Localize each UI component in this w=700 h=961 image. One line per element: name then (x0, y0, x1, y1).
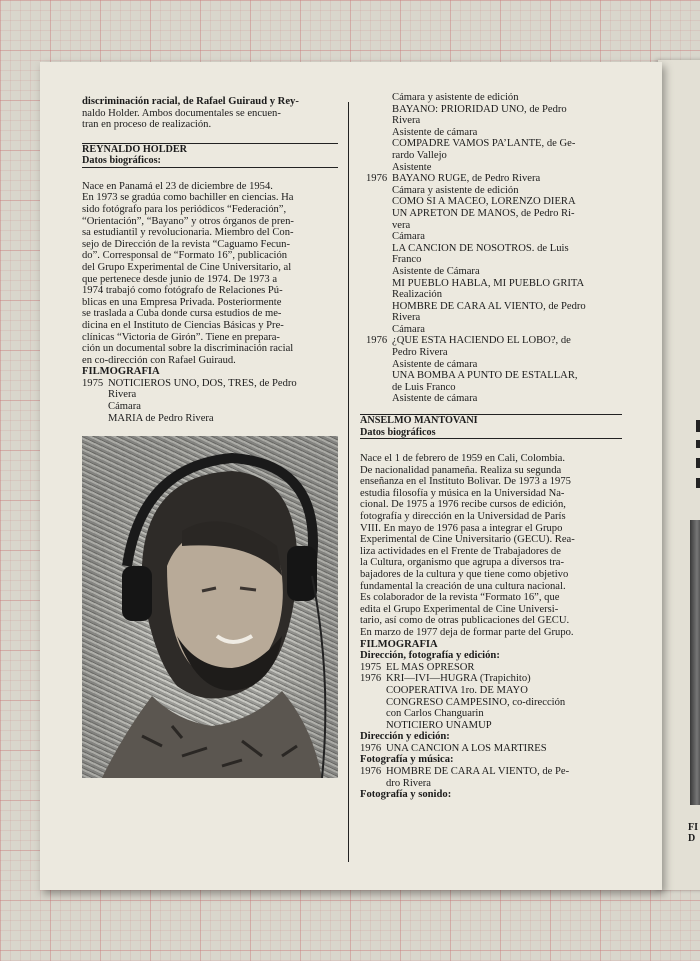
film-title: NOTICIEROS UNO, DOS, TRES, de Pedro (108, 377, 297, 389)
film-title: vera (392, 219, 411, 231)
film-year (366, 127, 392, 139)
text-line: fotografía y dirección en la Universidad de París (360, 511, 566, 522)
film-entry (360, 254, 622, 266)
text-line: Nace en Panamá el 23 de diciembre de 1954. (82, 180, 273, 192)
film-title: BAYANO: PRIORIDAD UNO, de Pedro (392, 103, 567, 115)
film-year (366, 359, 392, 371)
film-entry (360, 138, 622, 150)
film-entry (360, 208, 622, 220)
text-line: naldo Holder. Ambos documentales se encuen- (82, 107, 281, 119)
film-year: 1975 (82, 377, 104, 389)
text-line: se traslada a Cuba donde cursa estudios de me- (82, 308, 282, 320)
film-title: Cámara y asistente de edición (392, 92, 519, 103)
film-entry (360, 685, 622, 697)
film-entry (360, 162, 622, 174)
film-title: Franco (392, 254, 422, 266)
column-divider (348, 102, 349, 862)
film-entry (360, 127, 622, 139)
text-line: cional. De 1975 a 1976 recibe cursos de edición, (360, 499, 566, 511)
film-entry (360, 324, 622, 336)
film-year (360, 697, 386, 709)
film-title: Cámara (392, 323, 425, 335)
left-column (82, 96, 338, 778)
film-year (366, 208, 392, 220)
biography-paragraph (360, 453, 622, 639)
text-line: enseñanza en el Instituto Bolivar. De 1973 a 1975 (360, 476, 571, 488)
person-name: ANSELMO MANTOVANI (360, 415, 478, 427)
film-year (366, 92, 392, 104)
film-title: dro Rivera (386, 777, 432, 789)
film-title: MARIA de Pedro Rivera (108, 412, 214, 424)
film-entry (360, 92, 622, 104)
text-line: bajadores de la cultura y que tiene como objetivo (360, 568, 569, 580)
text-fragment (696, 478, 700, 488)
text-line: la Cultura, organismo que agrupa a diversos tra- (360, 557, 564, 569)
text-line: fundamental la creación de una cultura nacional. (360, 580, 566, 592)
film-entry (360, 720, 622, 732)
film-year (366, 289, 392, 301)
film-year (366, 347, 392, 359)
text-line: liza actividades en el Frente de Trabajadores de (360, 545, 561, 557)
film-year (366, 393, 392, 405)
film-year (366, 324, 392, 336)
film-title: BAYANO RUGE, de Pedro Rivera (392, 173, 541, 185)
film-title: Asistente (392, 161, 432, 173)
text-fragment (696, 458, 700, 468)
film-title: Rivera (108, 389, 137, 401)
film-year: 1976 (366, 173, 388, 185)
film-title: COMPADRE VAMOS PA’LANTE, de Ge- (392, 138, 576, 150)
film-title: LA CANCION DE NOSOTROS. de Luis (392, 242, 569, 254)
film-year (366, 150, 392, 162)
film-year (366, 138, 392, 150)
film-title: UNA BOMBA A PUNTO DE ESTALLAR, (392, 370, 578, 382)
text-line: VIII. En mayo de 1976 pasa a integrar el Grupo (360, 522, 563, 534)
filmography-heading: FILMOGRAFIA (360, 638, 438, 650)
film-year (366, 185, 392, 197)
film-year (366, 382, 392, 394)
text-line: tario, así como de otras publicaciones del GECU. (360, 615, 570, 627)
film-title: KRI—IVI—HUGRA (Trapichito) (386, 673, 531, 685)
film-entry (360, 278, 622, 290)
film-title: NOTICIERO UNAMUP (386, 719, 492, 731)
text-line: sido fotógrafo para los periódicos “Federación”, (82, 203, 287, 215)
portrait-photo (82, 436, 338, 778)
text-line: del Grupo Experimental de Cine Universitario, al (82, 261, 292, 273)
document-page (40, 62, 662, 890)
film-title: Rivera (392, 115, 421, 127)
section-subhead: Datos biográficos (360, 426, 436, 438)
film-entry (82, 378, 338, 390)
filmography-heading: FILMOGRAFIA (82, 366, 160, 378)
film-title: Asistente de cámara (392, 126, 478, 138)
film-year (366, 266, 392, 278)
film-entry (360, 743, 622, 755)
film-year (82, 413, 108, 425)
text-line: ción un documental sobre la discriminación racial (82, 343, 294, 355)
portrait-illustration (82, 436, 338, 778)
film-title: Rivera (392, 312, 421, 324)
film-title: Realización (392, 289, 442, 301)
film-title: EL MAS OPRESOR (386, 661, 475, 673)
film-entry (360, 150, 622, 162)
text-line: sejo de Dirección de la revista “Caguamo Fecun- (82, 238, 290, 250)
film-entry (360, 766, 622, 778)
film-year (360, 720, 386, 732)
film-year (366, 115, 392, 127)
film-entry (82, 401, 338, 413)
film-title: Cámara (392, 231, 425, 243)
text-line: Es colaborador de la revista “Formato 16”, que (360, 592, 560, 604)
person-name: REYNALDO HOLDER (82, 143, 187, 155)
film-entry (360, 104, 622, 116)
film-year (366, 220, 392, 232)
film-group-label: Dirección y edición: (360, 731, 450, 743)
film-entry (360, 673, 622, 685)
film-year: 1976 (360, 766, 382, 778)
film-entry (360, 312, 622, 324)
text-line: en co-dirección con Rafael Guiraud. (82, 354, 236, 366)
film-year (366, 196, 392, 208)
film-entry (82, 389, 338, 401)
film-entry (360, 173, 622, 185)
film-entry (360, 335, 622, 347)
adjacent-photo (690, 520, 700, 805)
adjacent-page (658, 60, 700, 890)
film-year (366, 370, 392, 382)
film-title: COOPERATIVA 1ro. DE MAYO (386, 684, 528, 696)
text-line: En 1973 se gradúa como bachiller en ciencias. Ha (82, 192, 294, 204)
film-entry (360, 347, 622, 359)
film-entry (360, 289, 622, 301)
film-year (366, 301, 392, 313)
film-entry (360, 115, 622, 127)
film-entry (360, 185, 622, 197)
text-line: estudia filosofía y música en la Universidad Na- (360, 487, 565, 499)
film-entry (360, 778, 622, 790)
filmography-list (360, 92, 622, 405)
filmography-groups (360, 650, 622, 801)
text-fragment (696, 440, 700, 448)
text-line: que pertenece desde junio de 1974. De 1973 a (82, 273, 278, 285)
film-group-label: Fotografía y sonido: (360, 789, 452, 801)
film-title: CONGRESO CAMPESINO, co-dirección (386, 696, 566, 708)
film-title: UN APRETON DE MANOS, de Pedro Ri- (392, 207, 575, 219)
film-title: UNA CANCION A LOS MARTIRES (386, 742, 547, 754)
film-entry (82, 413, 338, 425)
text-line: “Orientación”, “Bayano” y otros órganos de pren- (82, 215, 294, 227)
film-year (82, 401, 108, 413)
text-line: De nacionalidad panameña. Realiza su segunda (360, 464, 562, 476)
film-entry (360, 697, 622, 709)
film-entry (360, 301, 622, 313)
film-year (82, 389, 108, 401)
text-fragment (696, 420, 700, 432)
film-year (360, 685, 386, 697)
film-entry (360, 393, 622, 405)
film-title: de Luis Franco (392, 381, 456, 393)
film-title: Cámara (108, 401, 141, 413)
film-entry (360, 243, 622, 255)
film-title: con Carlos Changuarin (386, 708, 484, 720)
text-line: 1974 trabajó como fotógrafo de Relaciones Pú- (82, 285, 283, 297)
film-title: Cámara y asistente de edición (392, 184, 519, 196)
film-title: HOMBRE DE CARA AL VIENTO, de Pe- (386, 766, 570, 778)
text-line: Nace el 1 de febrero de 1959 en Cali, Colombia. (360, 453, 566, 465)
film-title: COMO SI A MACEO, LORENZO DIERA (392, 196, 576, 208)
film-entry (360, 266, 622, 278)
text-line: clínicas “Victoria de Girón”. Tiene en prepara- (82, 331, 280, 343)
film-year (366, 162, 392, 174)
film-year: 1976 (360, 673, 382, 685)
film-title: Pedro Rivera (392, 347, 448, 359)
intro-paragraph (82, 96, 338, 131)
right-column (360, 92, 622, 801)
film-entry (360, 708, 622, 720)
text-line: blicas en una Empresa Privada. Posteriormente (82, 296, 282, 308)
text-line: tran en proceso de realización. (82, 119, 212, 131)
text-line: dicina en el Instituto de Ciencias Básicas y Pre- (82, 319, 284, 331)
film-year (366, 104, 392, 116)
film-entry (360, 359, 622, 371)
adjacent-heading: FI D (688, 822, 698, 844)
film-year (360, 708, 386, 720)
text-line: sa estudiantil y revolucionaria. Miembro del Con- (82, 227, 294, 239)
film-year: 1976 (366, 335, 388, 347)
film-title: ¿QUE ESTA HACIENDO EL LOBO?, de (392, 335, 571, 347)
text-line: do”. Corresponsal de “Formato 16”, publicación (82, 250, 288, 262)
text-line: En marzo de 1977 deja de formar parte del Grupo. (360, 626, 574, 638)
film-title: Asistente de cámara (392, 393, 478, 405)
film-entry (360, 220, 622, 232)
film-entry (360, 196, 622, 208)
text-line: Experimental de Cine Universitario (GECU). Rea- (360, 534, 575, 546)
film-title: HOMBRE DE CARA AL VIENTO, de Pedro (392, 300, 586, 312)
film-year: 1975 (360, 661, 382, 673)
film-year (366, 231, 392, 243)
film-year (366, 254, 392, 266)
section-subhead: Datos biográficos: (82, 155, 161, 167)
film-group-label: Fotografía y música: (360, 754, 454, 766)
filmography-list (82, 378, 338, 424)
film-entry (360, 370, 622, 382)
film-title: Asistente de cámara (392, 358, 478, 370)
film-year (360, 778, 386, 790)
text-line: discriminación racial, de Rafael Guiraud y Rey- (82, 96, 299, 107)
film-year: 1976 (360, 742, 382, 754)
film-title: rardo Vallejo (392, 149, 447, 161)
film-year (366, 312, 392, 324)
film-title: MI PUEBLO HABLA, MI PUEBLO GRITA (392, 277, 585, 289)
text-line: edita el Grupo Experimental de Cine Universi- (360, 603, 559, 615)
film-title: Asistente de Cámara (392, 265, 480, 277)
film-entry (360, 231, 622, 243)
biography-paragraph (82, 181, 338, 367)
film-group-label: Dirección, fotografía y edición: (360, 650, 500, 662)
film-entry (360, 382, 622, 394)
film-entry (360, 662, 622, 674)
film-year (366, 243, 392, 255)
film-year (366, 278, 392, 290)
